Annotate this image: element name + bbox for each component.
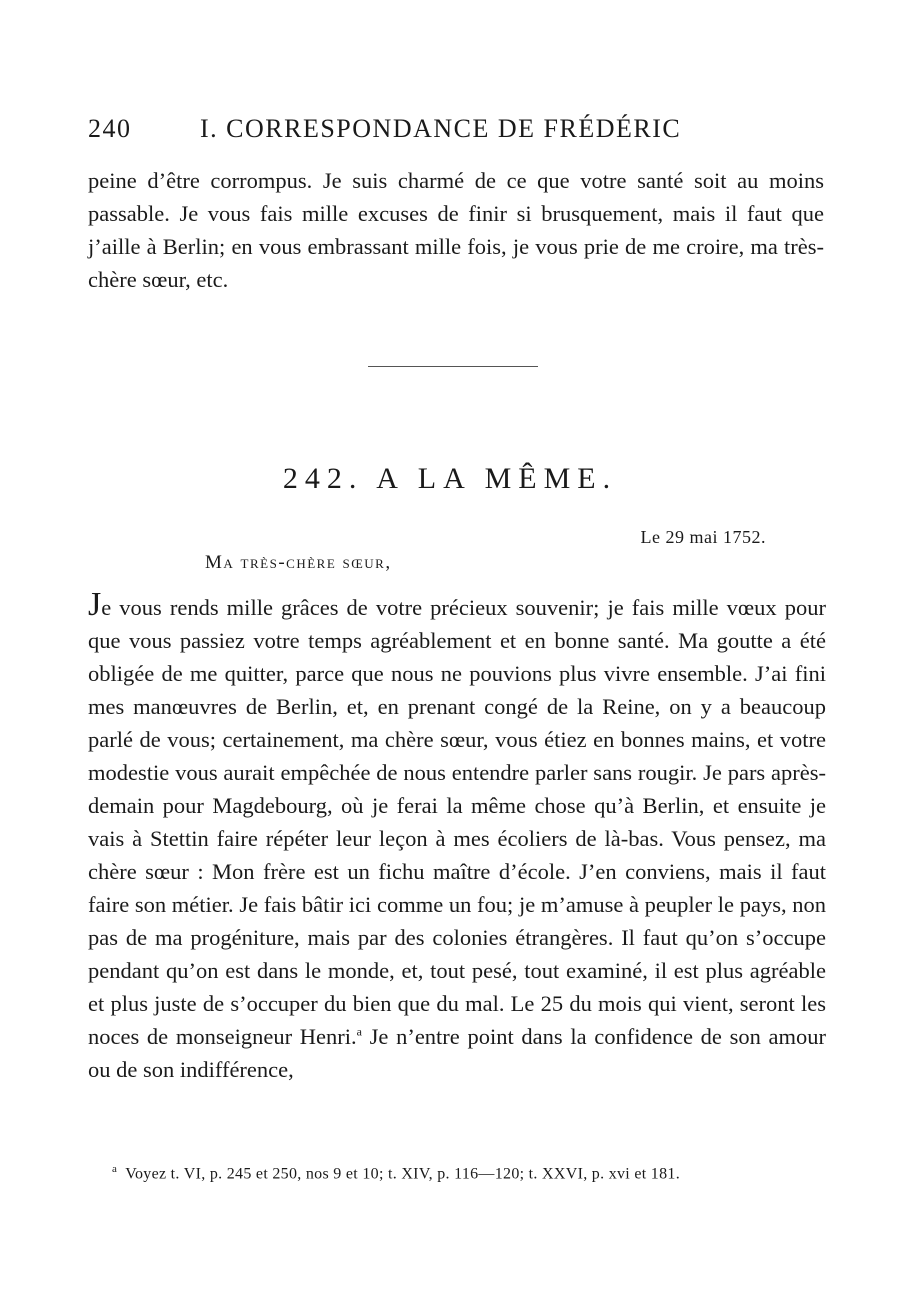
footnote-text: Voyez t. VI, p. 245 et 250, nos 9 et 10; t. XIV, p. 116—120; t. XXVI, p. xvi et 181. — [125, 1165, 680, 1183]
drop-cap: J — [88, 586, 102, 623]
letter-body — [88, 586, 827, 1086]
letter-number: 242. — [282, 462, 364, 495]
letter-dateline: Le 29 mai 1752. — [640, 527, 766, 547]
letter-body-end: Je n’entre point dans la confidence de son amour ou de son indifférence, — [88, 1024, 827, 1082]
section-divider — [368, 366, 538, 367]
letter-heading — [0, 462, 900, 496]
footnote — [112, 1163, 812, 1183]
page-number: 240 — [88, 114, 132, 143]
letter-body-text: e vous rends mille grâces de votre précieux souvenir; je fais mille vœux pour que vous passiez votre temps agréablement et en bonne santé. Ma goutte a été obligée de me quitter, parce que nous ne pouvions plus vivre ensemble. J’ai fini mes manœuvres de Berlin, et, en prenant congé de la Reine, on y a beaucoup parlé de vous; certainement, ma chère sœur, vous étiez en bonnes mains, et votre modestie vous aurait empêchée de nous entendre parler sans rougir. Je pars après-demain pour Magdebourg, où je ferai la même chose qu’à Berlin, et ensuite je vais à Stettin faire répéter leur leçon à mes écoliers de là-bas. Vous pensez, ma chère sœur : Mon frère est un fichu maître d’école. J’en conviens, mais il faut faire son métier. Je fais bâtir ici comme un fou; je m’amuse à peupler le pays, non pas de ma progéniture, mais par des colonies étrangères. Il faut qu’on s’occupe pendant qu’on est dans le monde, et, tout pesé, tout examiné, il est plus agréable et plus juste de s’occuper du bien que du mal. Le 25 du mois qui vient, seront les noces de monseigneur Henri. — [88, 595, 826, 1049]
letter-salutation: Ma très-chère sœur, — [205, 552, 392, 573]
letter-title: A LA MÊME. — [376, 462, 618, 495]
footnote-label: a — [112, 1163, 118, 1175]
footnote-marker: a — [356, 1024, 362, 1039]
running-title: I. CORRESPONDANCE DE FRÉDÉRIC — [200, 114, 682, 143]
continued-paragraph — [88, 164, 824, 296]
continued-text: peine d’être corrompus. Je suis charmé de ce que votre santé soit au moins passable. Je vous fais mille excuses de finir si brusquement, mais il faut que j’aille à Berlin; en vous embrassant mille fois, je vous prie de me croire, ma très-chère sœur, etc. — [88, 168, 824, 292]
